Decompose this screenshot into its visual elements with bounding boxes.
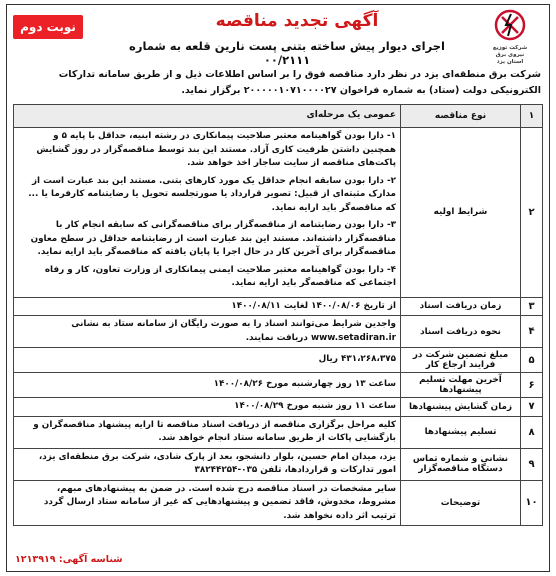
company-logo bbox=[477, 9, 543, 65]
table-row bbox=[14, 316, 543, 348]
row-number: ۷ bbox=[521, 398, 543, 417]
logo-line: نیروی برق bbox=[495, 52, 525, 58]
table-row bbox=[14, 448, 543, 480]
row-value: کلیه مراحل برگزاری مناقصه از دریافت اسناد مناقصه تا ارایه پیشنهاد مناقصه‌گران و بازگشایی پاکات از طریق سامانه ستاد انجام خواهد شد. bbox=[14, 416, 401, 448]
power-company-logo-icon bbox=[492, 9, 528, 41]
tender-details-table bbox=[13, 104, 543, 526]
notice-subtitle: اجرای دیوار پیش ساخته بتنی پست نارین قلعه به شماره ۰۰/۲۱۱۱ bbox=[129, 39, 445, 67]
requirement-item: ۱- دارا بودن گواهینامه معتبر صلاحیت پیمانکاری در رشته ابنیه، حداقل با پایه ۵ و همچنین داشتن ظرفیت کاری آزاد. مستند این بند توسط مناقصه‌گزار در روز گشایش پاکت‌های مناقصه از سایت ساجار اخذ خواهد شد. bbox=[36, 131, 396, 168]
header-type: نوع مناقصه bbox=[401, 105, 521, 128]
row-value: سایر مشخصات در اسناد مناقصه درج شده است. در ضمن به پیشنهادهای مبهم، مشروط، مخدوش، فاقد تضمین و پیشنهادهایی که غیر از سامانه ستاد ارسال گردد ترتیب اثر داده نخواهد شد. bbox=[14, 480, 401, 526]
logo-line: شرکت توزیع bbox=[492, 45, 528, 51]
table-row bbox=[14, 348, 543, 373]
row-label: شرایط اولیه bbox=[401, 128, 521, 298]
row-value: از تاریخ ۱۴۰۰/۰۸/۰۶ لغایت ۱۴۰۰/۰۸/۱۱ bbox=[14, 297, 401, 316]
table-row bbox=[14, 480, 543, 526]
row-number: ۲ bbox=[521, 128, 543, 298]
round-badge: نوبت دوم bbox=[13, 15, 83, 39]
row-label: زمان دریافت اسناد bbox=[401, 297, 521, 316]
row-number: ۵ bbox=[521, 348, 543, 373]
notice-id: شناسه آگهی: ۱۲۱۳۹۱۹ bbox=[15, 554, 123, 565]
row-label: مبلغ تضمین شرکت در فرایند ارجاع کار bbox=[401, 348, 521, 373]
notice-title: آگهی تجدید مناقصه bbox=[215, 11, 379, 31]
row-label: آخرین مهلت تسلیم پیشنهادها bbox=[401, 373, 521, 398]
table-row bbox=[14, 128, 543, 298]
header-value: عمومی یک مرحله‌ای bbox=[14, 105, 401, 128]
row-value: ساعت ۱۱ روز شنبه مورخ ۱۴۰۰/۰۸/۲۹ bbox=[14, 398, 401, 417]
intro-paragraph: شرکت برق منطقه‌ای یزد در نظر دارد مناقصه فوق را بر اساس اطلاعات ذیل و از طریق سامانه تدارکات الکترونیکی دولت (ستاد) به شماره فراخوان ۲۰۰۰۰۰۱۰۷۱۰۰۰۰۲۷ برگزار نماید. bbox=[58, 69, 541, 96]
requirement-item: ۴- دارا بودن گواهینامه معتبر صلاحیت ایمنی پیمانکاری از وزارت تعاون، کار و رفاه اجتماعی که مناقصه‌گر باید ارایه نماید. bbox=[44, 264, 396, 288]
row-number: ۹ bbox=[521, 448, 543, 480]
row-label: تسلیم پیشنهادها bbox=[401, 416, 521, 448]
row-number: ۴ bbox=[521, 316, 543, 348]
row-number: ۱۰ bbox=[521, 480, 543, 526]
table-row bbox=[14, 105, 543, 128]
row-value: ۴۳۱،۲۶۸،۳۷۵ ریال bbox=[14, 348, 401, 373]
notice-header bbox=[7, 5, 549, 65]
table-row bbox=[14, 416, 543, 448]
row-number: ۱ bbox=[521, 105, 543, 128]
row-value: واجدین شرایط می‌توانند اسناد را به صورت رایگان از سامانه ستاد به نشانی www.setadiran.ir دریافت نمایند. bbox=[14, 316, 401, 348]
requirement-item: ۳- دارا بودن رضایتنامه از مناقصه‌گزار برای مناقصه‌گرانی که سابقه انجام کار با مناقصه‌گزار داشته‌اند. مستند این بند عبارت است از رضایتنامه حداقل در سطح معاون مناقصه‌گزار برای آخرین کار در حال اجرا یا پایان یافته که مناقصه‌گر باید ارایه نماید. bbox=[30, 220, 396, 257]
table-row bbox=[14, 373, 543, 398]
row-label: زمان گشایش پیشنهادها bbox=[401, 398, 521, 417]
row-value: یزد، میدان امام حسین، بلوار دانشجو، بعد از پارک شادی، شرکت برق منطقه‌ای یزد، امور تدارکات و قراردادها، تلفن ۰۳۵-۳۸۲۴۴۲۵۴ bbox=[14, 448, 401, 480]
row-value: ساعت ۱۳ روز چهارشنبه مورخ ۱۴۰۰/۰۸/۲۶ bbox=[14, 373, 401, 398]
requirement-item: ۲- دارا بودن سابقه انجام حداقل یک مورد کارهای بتنی. مستند این بند عبارت است از مدارک مثبته‌ای از قبیل: تصویر قرارداد یا صورتجلسه تحویل یا رضایتنامه کارفرما یا ... که مناقصه‌گر باید ارایه نماید. bbox=[28, 175, 396, 213]
row-label: نشانی و شماره تماس دستگاه مناقصه‌گزار bbox=[401, 448, 521, 480]
requirements-cell bbox=[14, 128, 401, 298]
row-label: نحوه دریافت اسناد bbox=[401, 316, 521, 348]
table-row bbox=[14, 398, 543, 417]
row-number: ۳ bbox=[521, 297, 543, 316]
tender-notice-page bbox=[6, 4, 550, 572]
logo-line: استان یزد bbox=[496, 59, 524, 65]
row-number: ۶ bbox=[521, 373, 543, 398]
row-number: ۸ bbox=[521, 416, 543, 448]
table-row bbox=[14, 297, 543, 316]
row-label: توضیحات bbox=[401, 480, 521, 526]
